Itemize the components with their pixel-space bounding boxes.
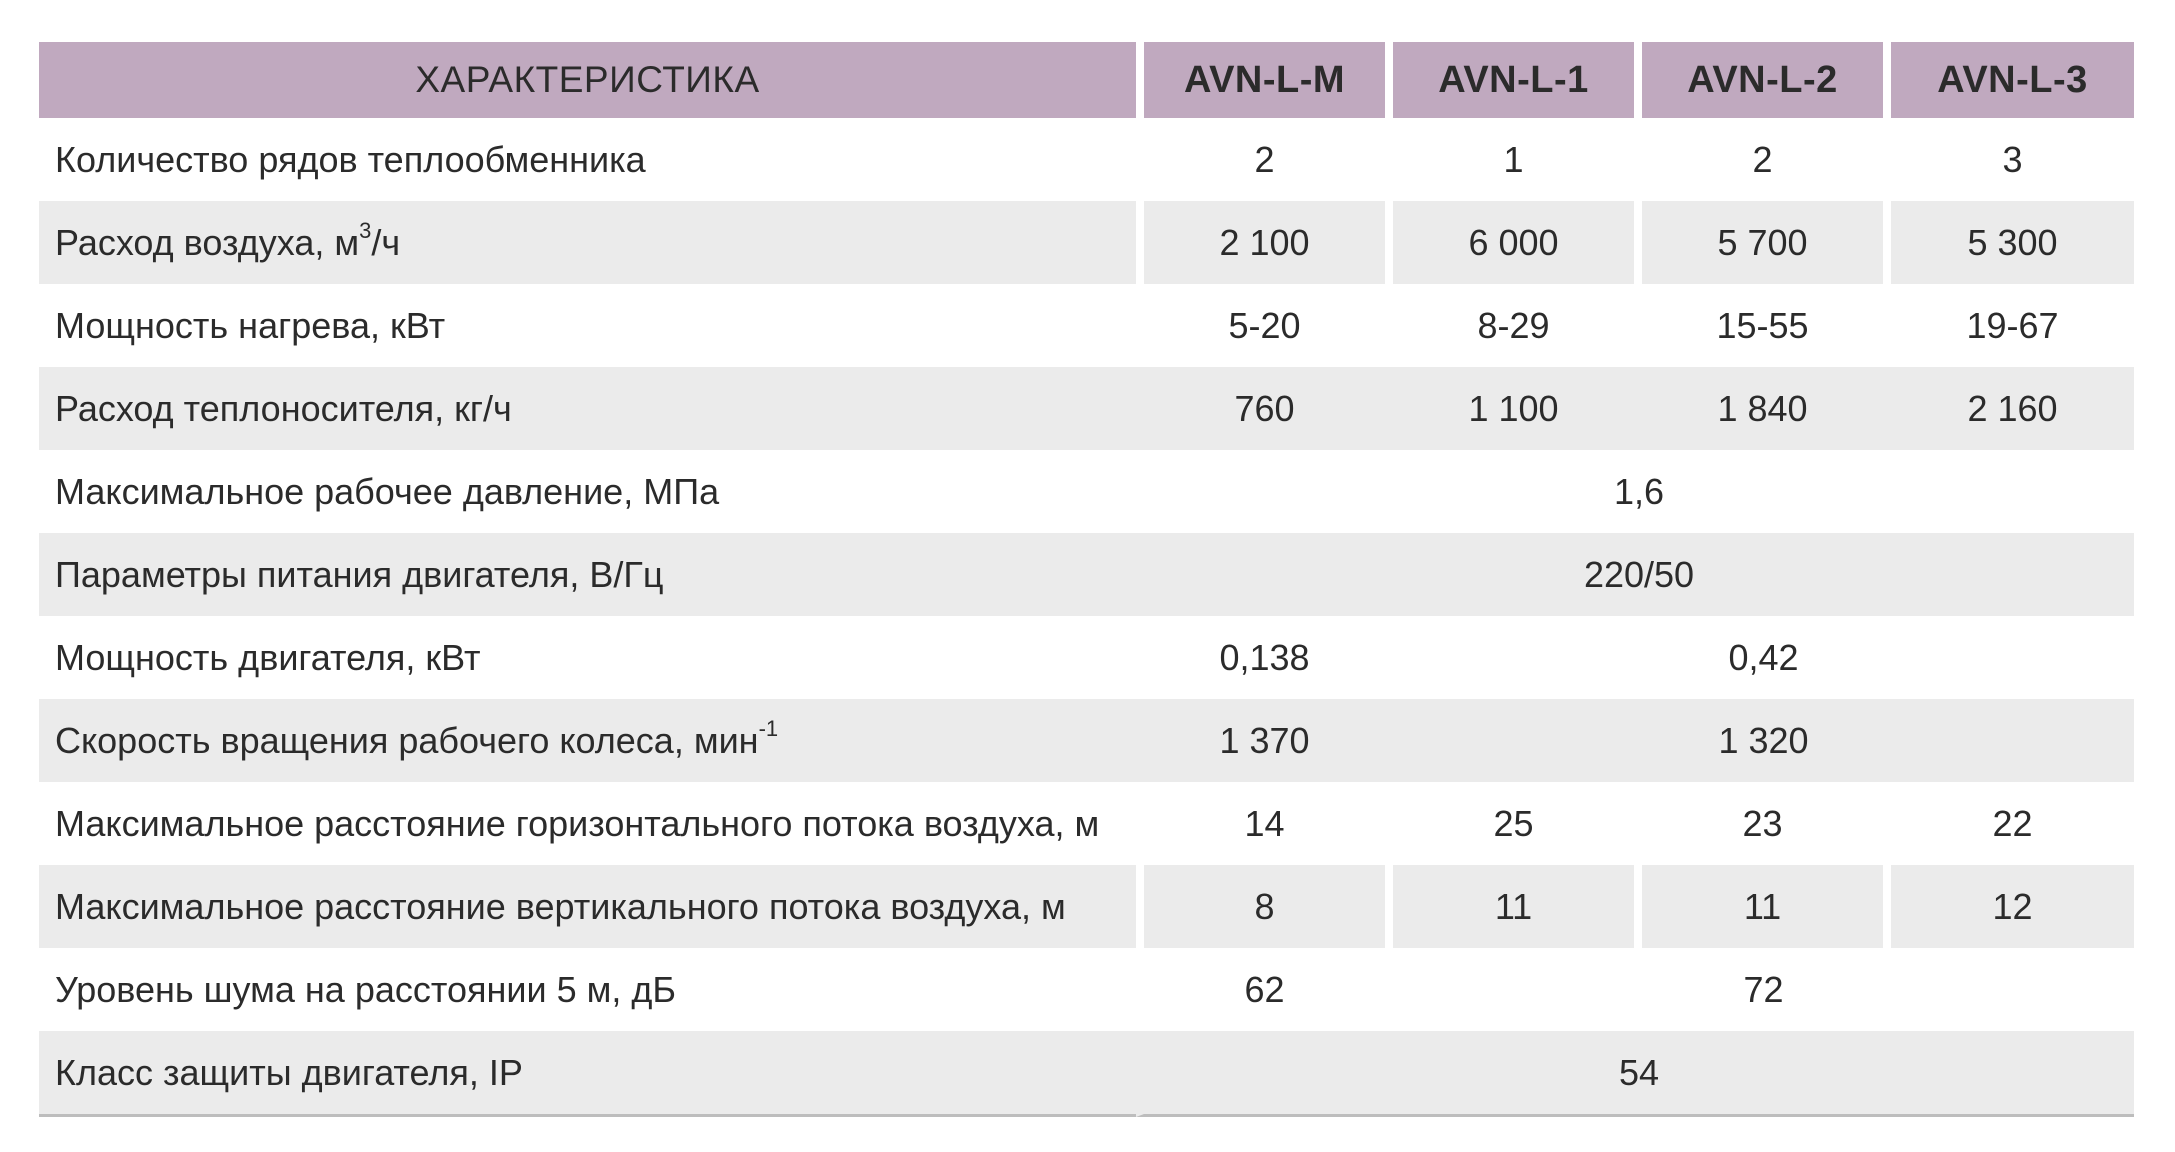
cell-value: 2 100 <box>1136 201 1385 284</box>
cell-value: 5 300 <box>1883 201 2134 284</box>
cell-value-merged: 1,6 <box>1613 470 1665 512</box>
row-label: Расход теплоносителя, кг/ч <box>39 367 1136 450</box>
table-row <box>39 118 2134 201</box>
cell-value-merged: 72 <box>1743 968 1784 1010</box>
row-label-main: Расход воздуха, м <box>55 221 360 263</box>
cell-value: 8-29 <box>1477 304 1550 346</box>
cell-value: 1 100 <box>1385 367 1634 450</box>
cell-value: 1 840 <box>1634 367 1883 450</box>
cell-value: 11 <box>1385 865 1634 948</box>
row-label: Уровень шума на расстоянии 5 м, дБ <box>55 968 676 1010</box>
cell-value: 2 160 <box>1883 367 2134 450</box>
cell-value: 12 <box>1883 865 2134 948</box>
row-label: Параметры питания двигателя, В/Гц <box>39 533 1136 616</box>
header-row <box>39 42 2134 118</box>
cell-value: 14 <box>1244 802 1285 844</box>
cell-value-merged: 220/50 <box>1136 533 2134 616</box>
row-label: Класс защиты двигателя, IP <box>39 1031 1136 1117</box>
cell-value-merged: 1 320 <box>1385 699 2134 782</box>
cell-value-merged: 0,42 <box>1728 636 1799 678</box>
table-row <box>39 948 2134 1031</box>
cell-value: 760 <box>1136 367 1385 450</box>
table-row <box>39 450 2134 533</box>
cell-value: 2 <box>1254 138 1275 180</box>
cell-value: 8 <box>1136 865 1385 948</box>
row-label: Максимальное расстояние вертикального потока воздуха, м <box>39 865 1136 948</box>
cell-value: 2 <box>1752 138 1773 180</box>
header-model-avn-l-2: AVN-L-2 <box>1634 42 1883 118</box>
table-row <box>39 533 2134 616</box>
cell-value: 25 <box>1493 802 1534 844</box>
table-row <box>39 782 2134 865</box>
header-model-avn-l-m: AVN-L-M <box>1136 42 1385 118</box>
cell-value: 23 <box>1742 802 1783 844</box>
cell-value: 1 <box>1503 138 1524 180</box>
table-row <box>39 699 2134 782</box>
row-label <box>39 699 1136 782</box>
cell-value: 3 <box>2002 138 2023 180</box>
cell-value: 6 000 <box>1385 201 1634 284</box>
cell-value: 15-55 <box>1716 304 1809 346</box>
table-row <box>39 367 2134 450</box>
row-label: Максимальное расстояние горизонтального потока воздуха, м <box>55 802 1100 844</box>
cell-value-merged: 54 <box>1136 1031 2134 1117</box>
table-row <box>39 284 2134 367</box>
cell-value: 22 <box>1992 802 2033 844</box>
header-model-avn-l-1: AVN-L-1 <box>1385 42 1634 118</box>
header-characteristic: ХАРАКТЕРИСТИКА <box>39 42 1136 118</box>
cell-value: 5-20 <box>1228 304 1301 346</box>
cell-value: 1 370 <box>1136 699 1385 782</box>
table-row <box>39 1031 2134 1117</box>
spec-table <box>39 42 2134 1117</box>
row-label-tail: /ч <box>371 221 401 263</box>
row-label-superscript: -1 <box>758 715 779 741</box>
row-label <box>39 201 1136 284</box>
cell-value: 11 <box>1634 865 1883 948</box>
cell-value: 62 <box>1244 968 1285 1010</box>
row-label-main: Скорость вращения рабочего колеса, мин <box>55 719 759 761</box>
table-row <box>39 201 2134 284</box>
row-label: Мощность нагрева, кВт <box>55 304 446 346</box>
row-label: Количество рядов теплообменника <box>55 138 646 180</box>
row-label: Мощность двигателя, кВт <box>55 636 481 678</box>
cell-value: 19-67 <box>1966 304 2059 346</box>
row-label: Максимальное рабочее давление, МПа <box>55 470 720 512</box>
row-label-superscript: 3 <box>359 217 372 243</box>
header-model-avn-l-3: AVN-L-3 <box>1883 42 2134 118</box>
table-row <box>39 616 2134 699</box>
cell-value: 0,138 <box>1219 636 1310 678</box>
table-row <box>39 865 2134 948</box>
cell-value: 5 700 <box>1634 201 1883 284</box>
